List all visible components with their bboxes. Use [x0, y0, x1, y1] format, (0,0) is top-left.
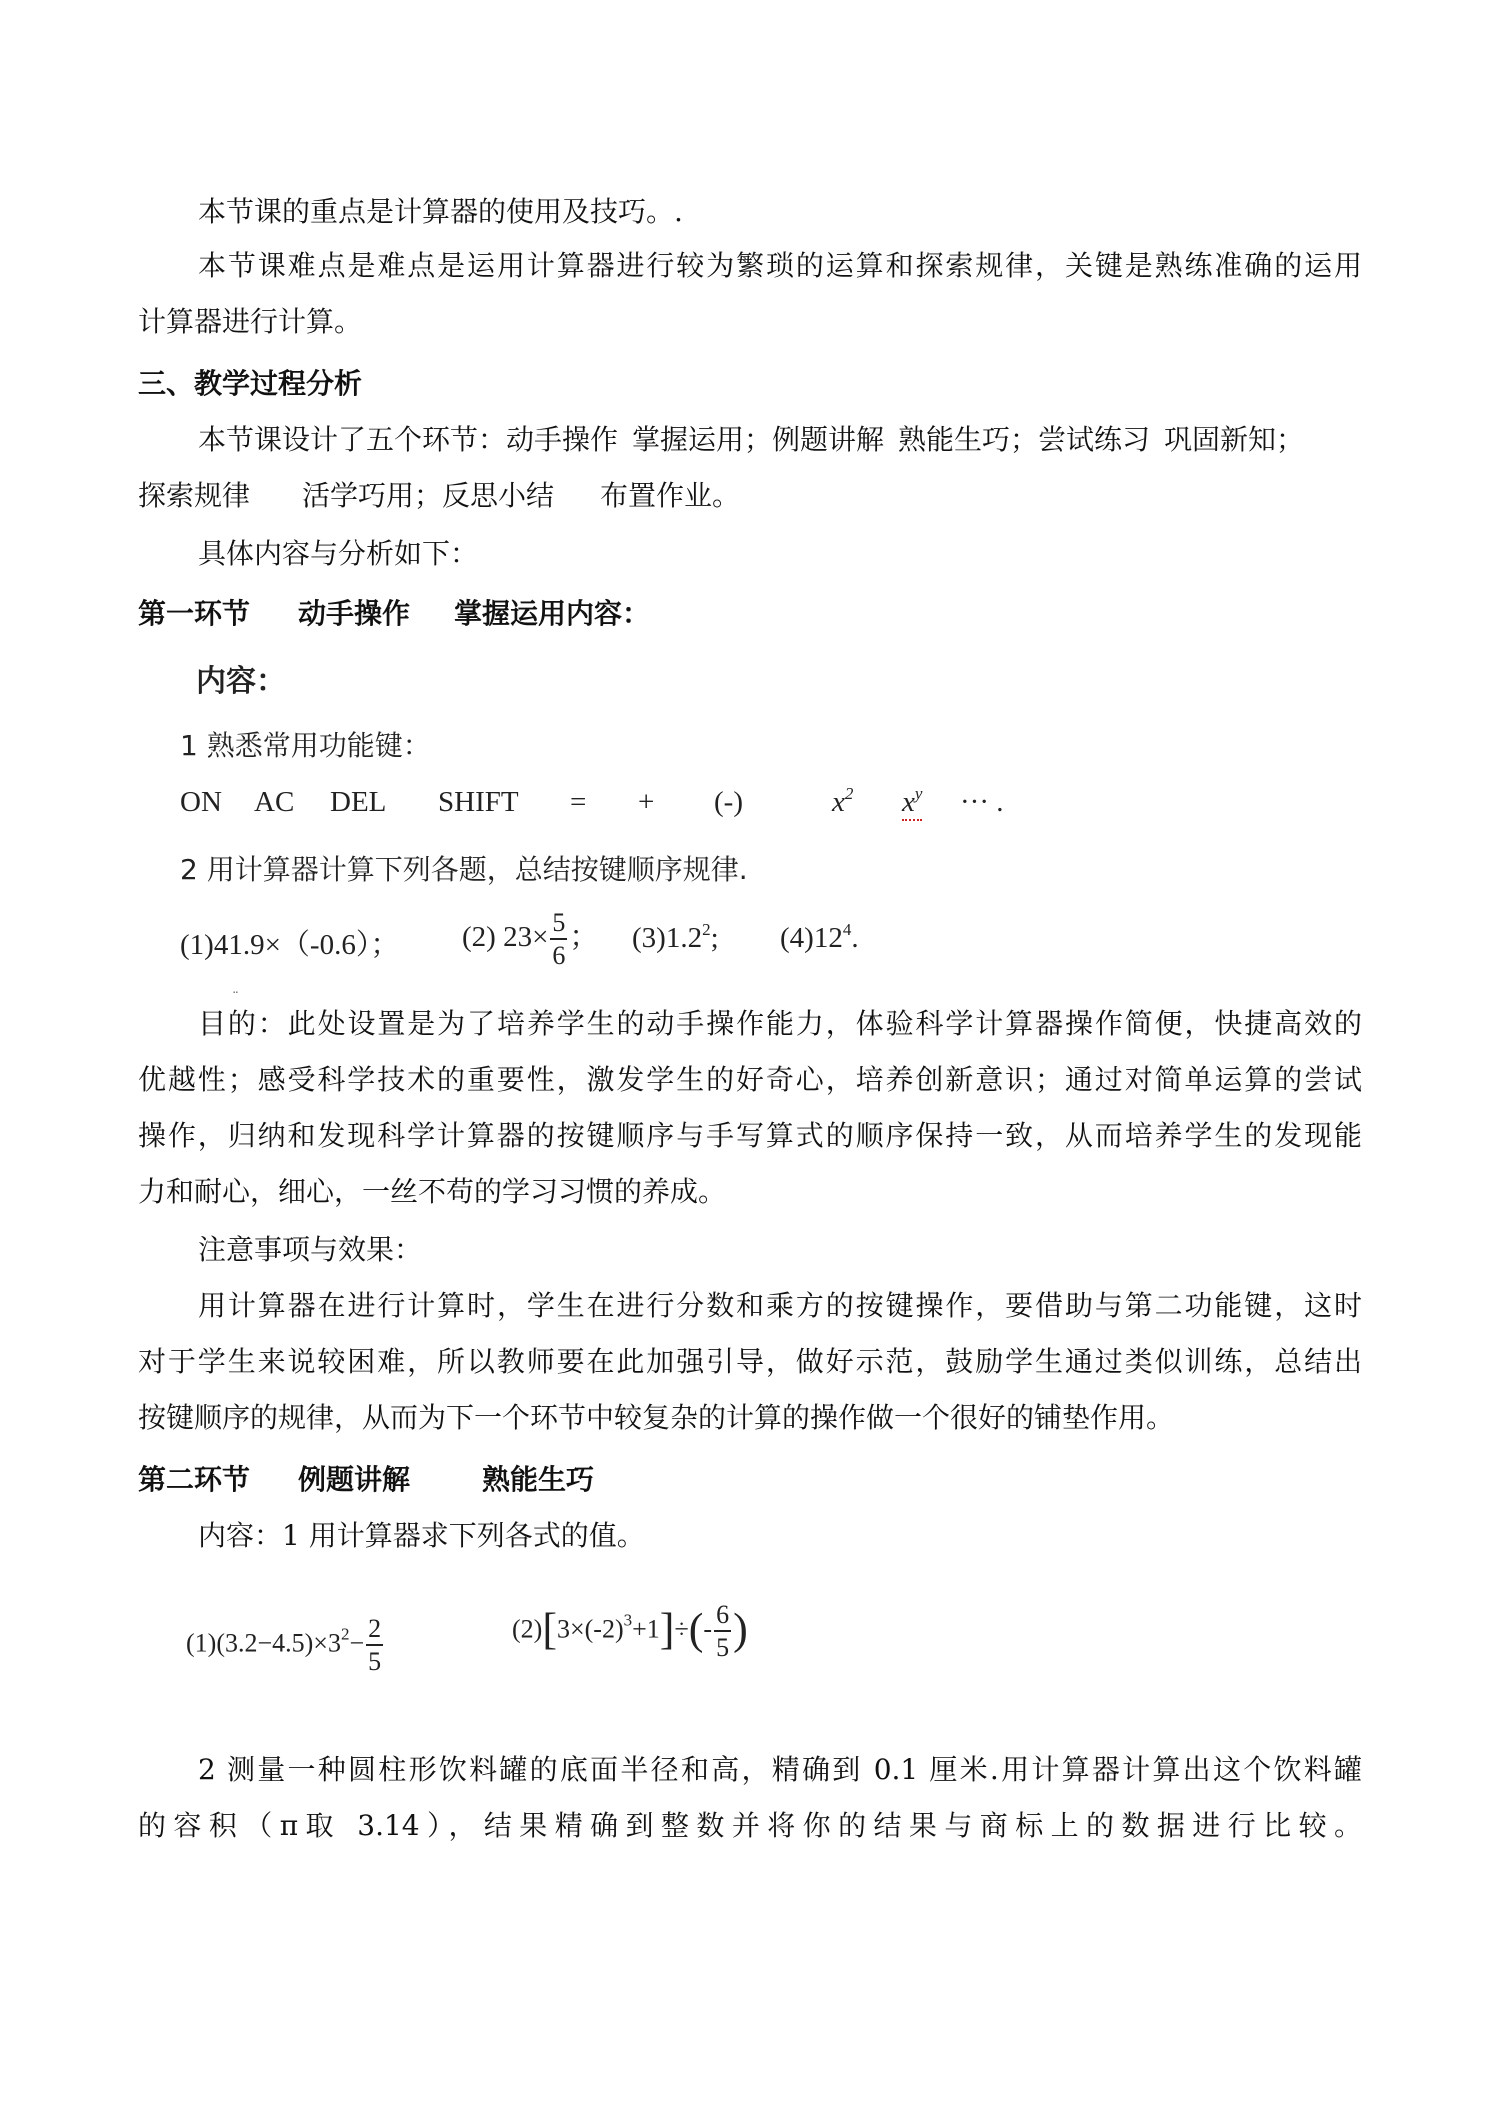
- step-text-7: 布置作业。: [600, 479, 741, 512]
- key-plus: +: [638, 786, 655, 818]
- paragraph-five-steps-line1: [198, 420, 1362, 460]
- paragraph-notes-line2: 对于学生来说较困难，所以教师要在此加强引导，做好示范，鼓励学生通过类似训练，总结出: [138, 1345, 1362, 1378]
- paragraph-details-intro: 具体内容与分析如下：: [198, 537, 479, 570]
- key-x-power-y: $x^y$: [902, 786, 922, 821]
- step-text-6: 活学巧用；反思小结: [302, 479, 555, 512]
- paragraph-goal-line2: 优越性；感受科学技术的重要性，激发学生的好奇心，培养创新意识；通过对简单运算的尝试: [138, 1063, 1362, 1096]
- step-text-5: 探索规律: [138, 479, 251, 512]
- step-text-4: 巩固新知；: [1164, 423, 1305, 456]
- exercise-1: (1)41.9×（-0.6）；: [180, 929, 400, 961]
- section-heading-step2: [138, 1460, 1362, 1500]
- figure1-item2: 2 用计算器计算下列各题，总结按键顺序规律.: [180, 853, 748, 886]
- paragraph-difficulty-line1: 本节课难点是难点是运用计算器进行较为繁琐的运算和探索规律，关键是熟练准确的运用: [198, 249, 1362, 282]
- figure2-expressions: [186, 1592, 886, 1682]
- key-row-ellipsis: ··· .: [960, 786, 1004, 818]
- step2-title-a: 例题讲解: [298, 1463, 411, 1496]
- key-equals: =: [570, 786, 587, 818]
- paragraph-step2-content: 内容：1 用计算器求下列各式的值。: [198, 1519, 645, 1552]
- paragraph-measure-line2: 的容积（π取 3.14），结果精确到整数并将你的结果与商标上的数据进行比较。: [138, 1809, 1362, 1842]
- step-text-3: 熟能生巧；尝试练习: [898, 423, 1151, 456]
- key-shift: SHIFT: [438, 786, 519, 818]
- key-del: DEL: [330, 786, 387, 818]
- key-on: ON: [180, 786, 222, 818]
- step1-title-a: 动手操作: [298, 597, 411, 630]
- fraction-6-5: $\frac{6}{5}$: [716, 1600, 730, 1662]
- expression-2: $(2)[3\times(-2)^3+1]\div(-$ $\frac{6}{5}$ ): [512, 1600, 748, 1662]
- paragraph-difficulty-line2: 计算器进行计算。: [138, 305, 363, 338]
- step2-title-b: 熟能生巧: [482, 1463, 595, 1496]
- step2-label: 第二环节: [138, 1463, 251, 1496]
- paragraph-notes-heading: 注意事项与效果：: [198, 1233, 423, 1266]
- paragraph-goal-line1: 目的：此处设置是为了培养学生的动手操作能力，体验科学计算器操作简便，快捷高效的: [198, 1007, 1362, 1040]
- step-text-2: 掌握运用；例题讲解: [632, 423, 885, 456]
- section-heading-step1: [138, 594, 1362, 634]
- paragraph-key-point: 本节课的重点是计算器的使用及技巧。.: [198, 195, 683, 228]
- exercise-4: $(4)12^4$.: [780, 920, 859, 954]
- paragraph-notes-line3: 按键顺序的规律，从而为下一个环节中较复杂的计算的操作做一个很好的铺垫作用。: [138, 1401, 1175, 1434]
- expression-1: $(1)(3.2-4.5)\times 3^2-$ $\frac{2}{5}$: [186, 1614, 382, 1676]
- paragraph-notes-line1: 用计算器在进行计算时，学生在进行分数和乘方的按键操作，要借助与第二功能键，这时: [198, 1289, 1362, 1322]
- fraction-5-6: $\frac{5}{6}$: [552, 908, 566, 970]
- key-negative: (-): [714, 786, 743, 818]
- figure1-key-row: [180, 786, 1080, 826]
- exercise-2: (2) 23× $\frac{5}{6}$ ；: [462, 908, 599, 970]
- paragraph-measure-line1: 2 测量一种圆柱形饮料罐的底面半径和高，精确到 0.1 厘米.用计算器计算出这个饮料罐: [198, 1753, 1362, 1786]
- section-heading-3: 三、教学过程分析: [138, 367, 363, 400]
- key-x-squared: $x^2$: [832, 784, 854, 818]
- step1-label: 第一环节: [138, 597, 251, 630]
- figure1-exercises: [180, 908, 1080, 976]
- paragraph-goal-line4: 力和耐心，细心，一丝不苟的学习习惯的养成。: [138, 1175, 727, 1208]
- figure1-cut-marks: ¨: [232, 990, 243, 1006]
- exercise-3: $(3)1.2^2$;: [632, 920, 719, 954]
- paragraph-goal-line3: 操作，归纳和发现科学计算器的按键顺序与手写算式的顺序保持一致，从而培养学生的发现能: [138, 1119, 1362, 1152]
- fraction-2-5: $\frac{2}{5}$: [368, 1614, 382, 1676]
- paragraph-five-steps-line2: [138, 476, 1362, 516]
- key-ac: AC: [254, 786, 295, 818]
- figure1-item1: 1 熟悉常用功能键：: [180, 729, 431, 762]
- step-text-1: 本节课设计了五个环节：动手操作: [198, 423, 619, 456]
- step1-title-b: 掌握运用内容：: [454, 597, 651, 630]
- figure1-heading: 内容：: [196, 664, 286, 699]
